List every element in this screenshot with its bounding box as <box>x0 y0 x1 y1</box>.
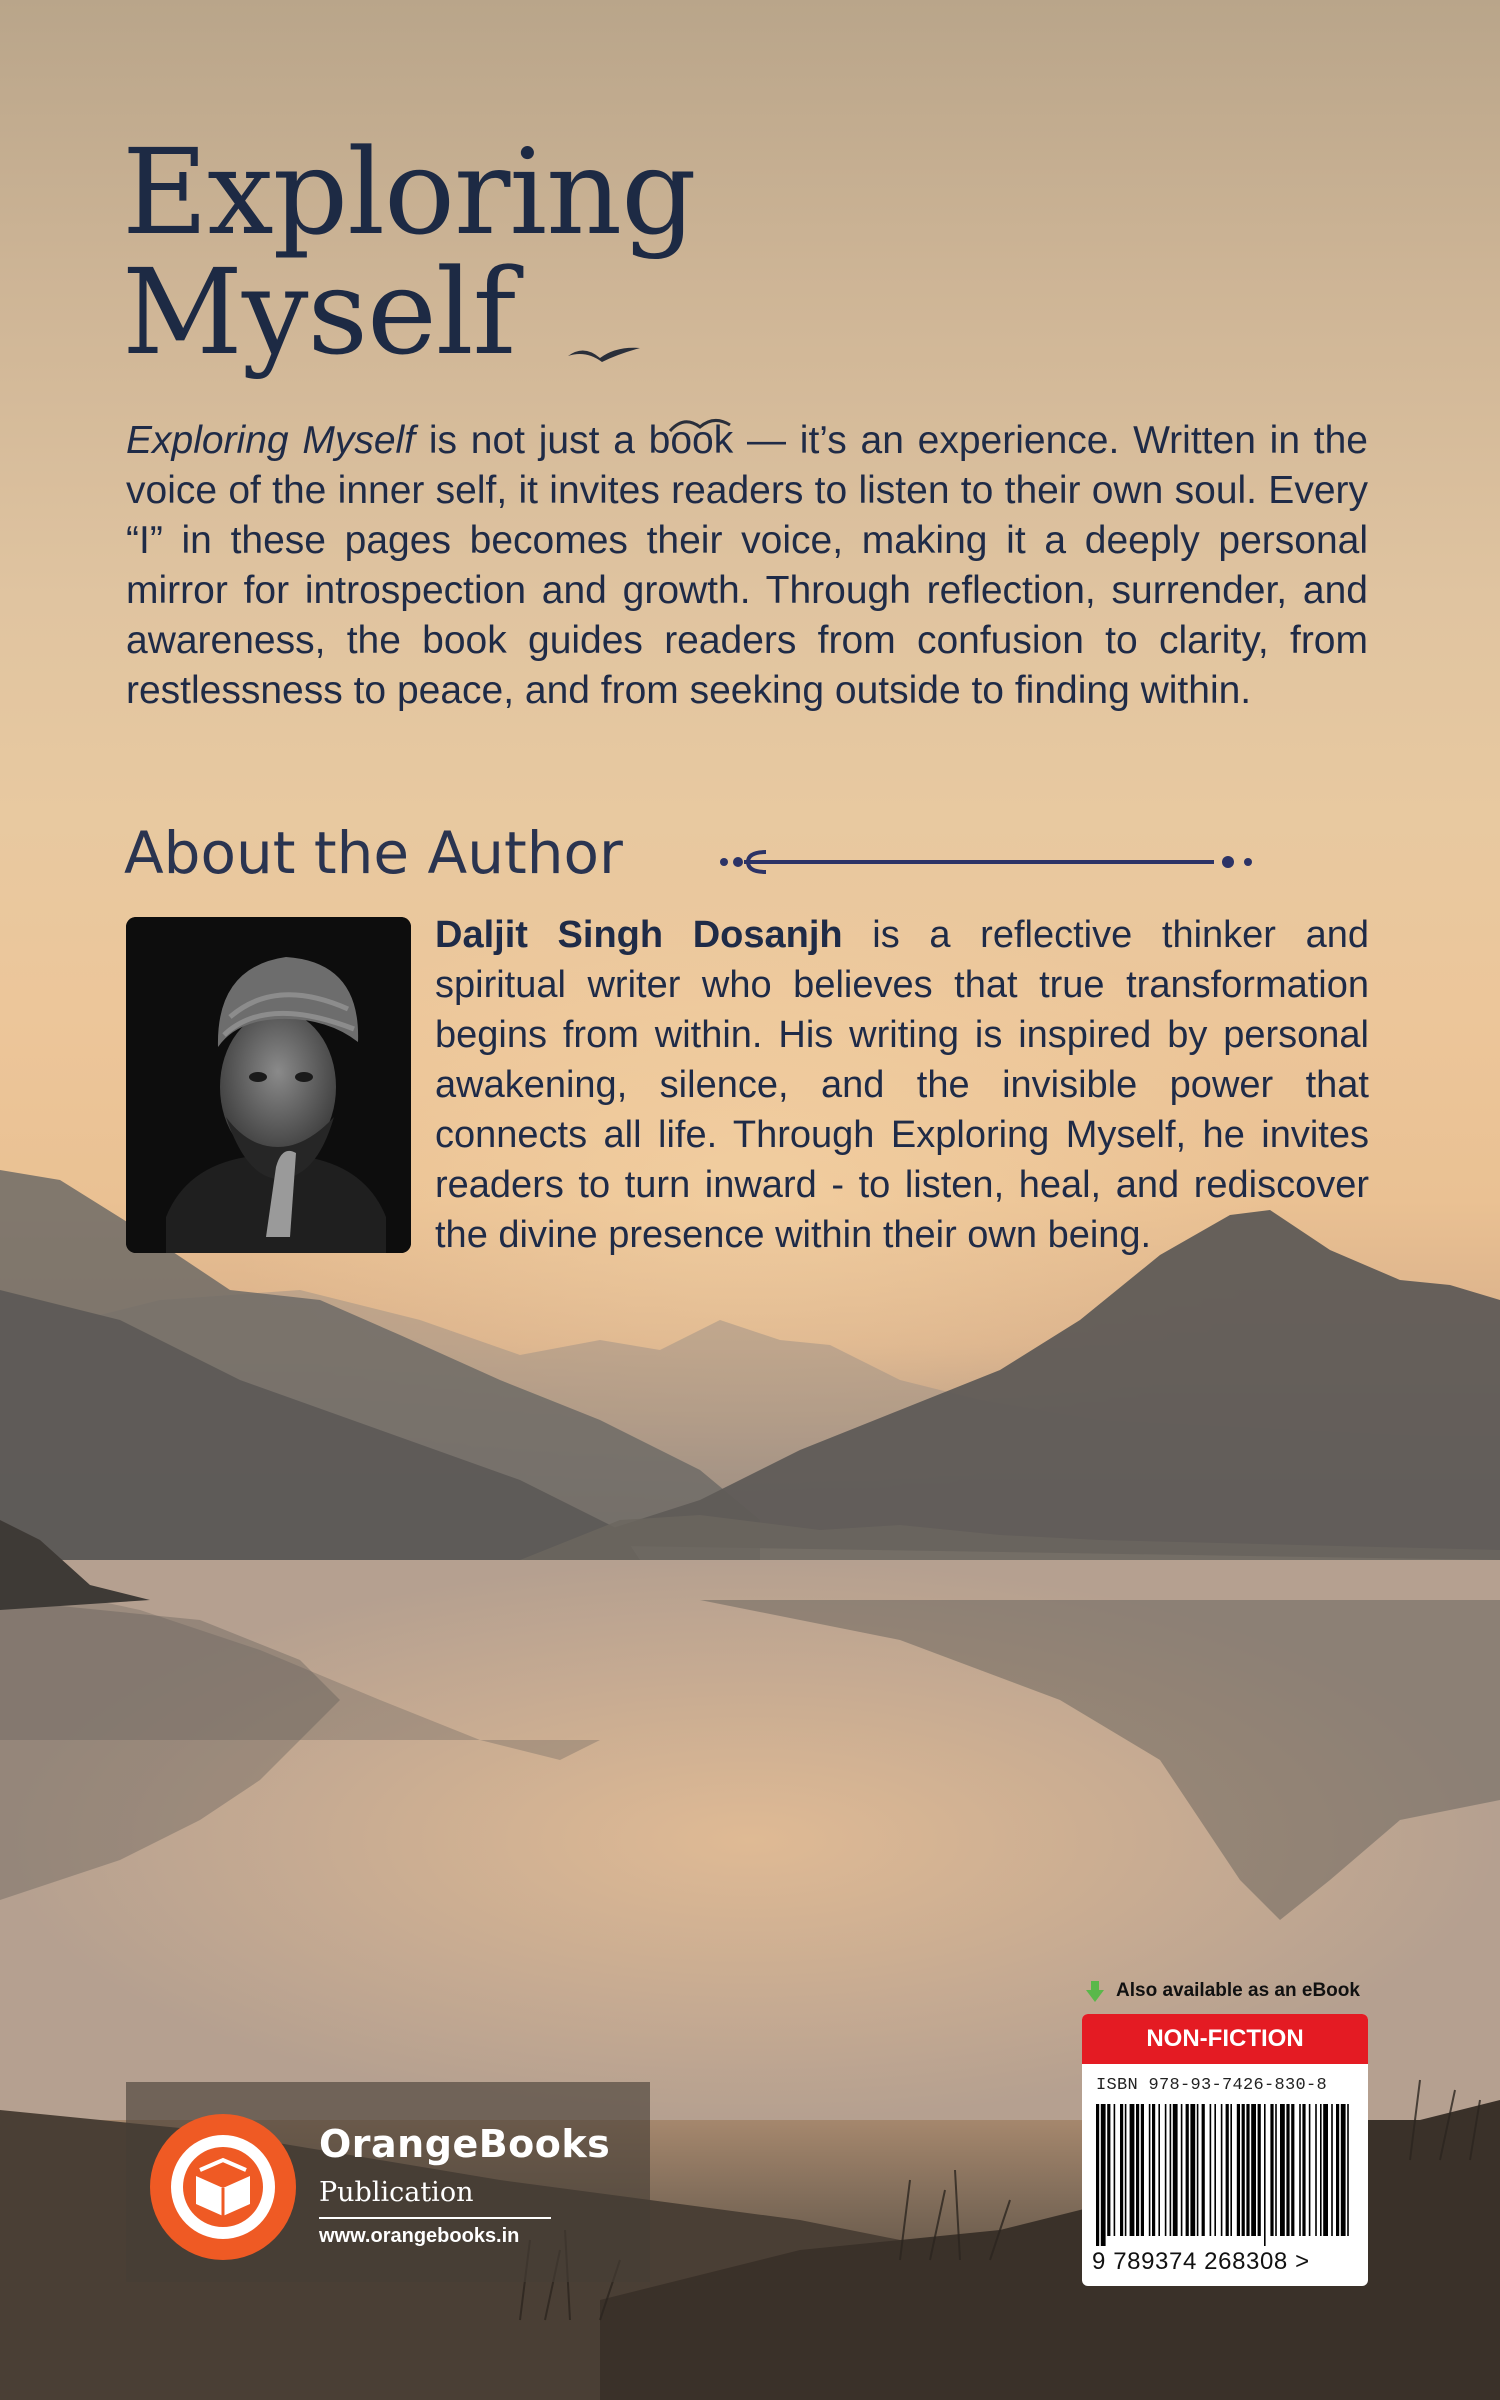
barcode-bar <box>1158 2104 1160 2236</box>
orangebooks-logo-icon <box>148 2112 298 2262</box>
barcode-bar <box>1323 2104 1328 2236</box>
barcode-bar <box>1264 2104 1266 2246</box>
barcode-bar <box>1226 2104 1229 2236</box>
publisher-subtitle: Publication <box>319 2177 474 2208</box>
barcode-bar <box>1136 2104 1139 2236</box>
barcode-bar <box>1170 2104 1172 2236</box>
barcode-bar <box>1107 2104 1110 2236</box>
ebook-availability-note: Also available as an eBook <box>1116 1980 1360 2001</box>
barcode-bar <box>1120 2104 1123 2236</box>
publisher-badge <box>126 2082 650 2282</box>
title-line-2: Myself <box>122 243 516 381</box>
publisher-name: OrangeBooks <box>319 2122 611 2166</box>
barcode-bar <box>1341 2104 1346 2236</box>
barcode-bar <box>1141 2104 1144 2236</box>
barcode-bar <box>1165 2104 1167 2236</box>
author-bio-text: is a reflective thinker and spiritual writer who believes that true transformation begins from within. His writing is inspired by personal awakening, silence, and the invisible power that connects all life. Through Exploring Myself, he invites readers to turn inward - to listen, heal, and rediscover the divine presence within their own being. <box>435 914 1369 1256</box>
barcode-bar <box>1221 2104 1223 2236</box>
barcode-bar <box>1258 2104 1261 2236</box>
barcode-bar <box>1210 2104 1212 2236</box>
barcode-bar <box>1152 2104 1155 2236</box>
barcode-bar <box>1114 2104 1116 2236</box>
barcode-bar <box>1291 2104 1294 2236</box>
book-description-title: Exploring Myself <box>126 419 416 462</box>
barcode-bar <box>1270 2104 1273 2236</box>
book-description <box>126 416 1368 716</box>
barcode-panel <box>1082 2014 1368 2286</box>
barcode-bar <box>1125 2104 1127 2236</box>
barcode-bar <box>1101 2104 1106 2246</box>
barcode-bar <box>1347 2104 1349 2236</box>
isbn-text: ISBN 978-93-7426-830-8 <box>1096 2076 1328 2095</box>
barcode-bar <box>1242 2104 1245 2236</box>
author-name: Daljit Singh Dosanjh <box>435 914 843 956</box>
barcode-bar <box>1130 2104 1135 2236</box>
barcode-bars <box>1096 2104 1354 2246</box>
barcode-bar <box>1096 2104 1099 2246</box>
barcode-bar <box>1173 2104 1178 2236</box>
barcode-bar <box>1246 2104 1249 2236</box>
barcode-bar <box>1230 2104 1232 2236</box>
barcode-bar <box>1214 2104 1216 2236</box>
barcode-bar <box>1202 2104 1205 2236</box>
barcode-bar <box>1181 2104 1183 2236</box>
publisher-url[interactable]: www.orangebooks.in <box>319 2225 520 2247</box>
barcode-bar <box>1336 2104 1339 2236</box>
about-author-heading: About the Author <box>124 819 623 887</box>
bird-icon <box>566 338 642 366</box>
barcode-bar <box>1299 2104 1301 2236</box>
barcode-bar <box>1237 2104 1240 2236</box>
barcode-bar <box>1190 2104 1195 2236</box>
barcode-bar <box>1315 2104 1317 2236</box>
author-photo <box>126 917 411 1253</box>
barcode-bar <box>1149 2104 1151 2236</box>
author-bio <box>435 910 1369 1260</box>
ornament-divider <box>718 838 1258 886</box>
barcode-bar <box>1286 2104 1289 2236</box>
barcode-bar <box>1197 2104 1199 2236</box>
barcode-bar <box>1331 2104 1333 2236</box>
genre-label: NON-FICTION <box>1082 2014 1368 2064</box>
publisher-divider <box>319 2217 551 2219</box>
barcode-bar <box>1186 2104 1189 2236</box>
title-line-1: Exploring <box>122 123 696 261</box>
barcode-bar <box>1309 2104 1311 2236</box>
book-title <box>122 123 696 381</box>
barcode-digits: 9 789374 268308 > <box>1092 2248 1310 2275</box>
barcode-bar <box>1251 2104 1256 2236</box>
barcode-bar <box>1280 2104 1285 2236</box>
download-arrow-icon <box>1086 1981 1104 2003</box>
barcode-bar <box>1302 2104 1305 2236</box>
book-description-text: is not just a book — it’s an experience. Written in the voice of the inner self, it invites readers to listen to their own soul. Every “I” in these pages becomes their voice, making it a deeply personal mirror for introspection and growth. Through reflection, surrender, and awareness, the book guides readers from confusion to clarity, from restlessness to peace, and from seeking outside to finding within. <box>126 419 1368 712</box>
barcode-bar <box>1275 2104 1277 2236</box>
barcode-bar <box>1320 2104 1322 2236</box>
